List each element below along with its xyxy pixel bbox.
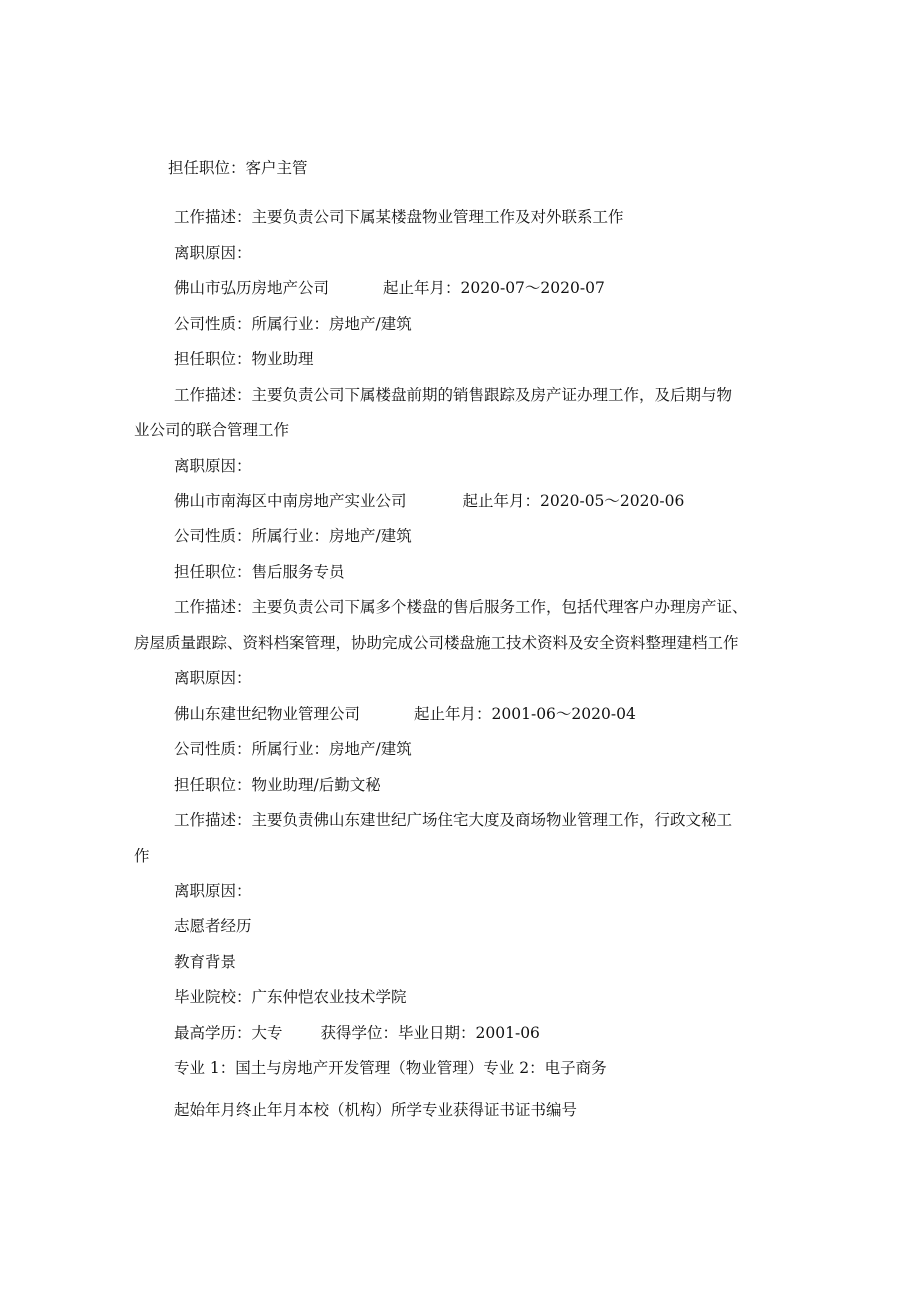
majors: 专业 1：国土与房地产开发管理（物业管理）专业 2：电子商务 [174, 1059, 607, 1077]
job-description-3-cont: 房屋质量跟踪、资料档案管理，协助完成公司楼盘施工技术资料及安全资料整理建档工作 [134, 634, 739, 652]
company-nature-2: 公司性质：所属行业：房地产/建筑 [174, 527, 412, 545]
section-volunteer: 志愿者经历 [174, 917, 252, 935]
leave-reason-3: 离职原因： [174, 669, 252, 687]
company-zhongnan [174, 491, 684, 511]
position-assistant-secretary: 担任职位：物业助理/后勤文秘 [174, 776, 381, 794]
leave-reason-4: 离职原因： [174, 882, 252, 900]
degree-line [174, 1023, 540, 1043]
company-nature-3: 公司性质：所属行业：房地产/建筑 [174, 740, 412, 758]
section-education: 教育背景 [174, 953, 237, 971]
highest-education: 最高学历：大专 [174, 1024, 283, 1042]
job-description-4: 工作描述：主要负责佛山东建世纪广场住宅大度及商场物业管理工作，行政文秘工 [174, 811, 733, 829]
leave-reason-1: 离职原因： [174, 244, 252, 262]
date-range: 起止年月：2020-05～2020-06 [462, 492, 685, 510]
leave-reason-2: 离职原因： [174, 457, 252, 475]
education-table-header: 起始年月终止年月本校（机构）所学专业获得证书证书编号 [174, 1101, 578, 1119]
position-customer-supervisor: 担任职位：客户主管 [168, 159, 308, 177]
company-name: 佛山市南海区中南房地产实业公司 [174, 492, 407, 510]
job-description-2: 工作描述：主要负责公司下属楼盘前期的销售跟踪及房产证办理工作，及后期与物 [174, 386, 733, 404]
date-range: 起止年月：2001-06～2020-04 [414, 705, 636, 723]
date-range: 起止年月：2020-07～2020-07 [383, 279, 605, 297]
company-nature-1: 公司性质：所属行业：房地产/建筑 [174, 315, 412, 333]
company-name: 佛山东建世纪物业管理公司 [174, 705, 361, 723]
job-description-4-cont: 作 [134, 847, 150, 865]
job-description-1: 工作描述：主要负责公司下属某楼盘物业管理工作及对外联系工作 [174, 208, 624, 226]
position-after-sales: 担任职位：售后服务专员 [174, 563, 345, 581]
graduate-school: 毕业院校：广东仲恺农业技术学院 [174, 988, 407, 1006]
company-name: 佛山市弘历房地产公司 [174, 279, 330, 297]
job-description-3: 工作描述：主要负责公司下属多个楼盘的售后服务工作，包括代理客户办理房产证、 [174, 598, 748, 616]
degree-graduation-date: 获得学位：毕业日期：2001-06 [320, 1024, 540, 1042]
company-dongjian [174, 704, 636, 724]
company-hongli [174, 278, 605, 298]
position-property-assistant: 担任职位：物业助理 [174, 350, 314, 368]
job-description-2-cont: 业公司的联合管理工作 [134, 421, 290, 439]
